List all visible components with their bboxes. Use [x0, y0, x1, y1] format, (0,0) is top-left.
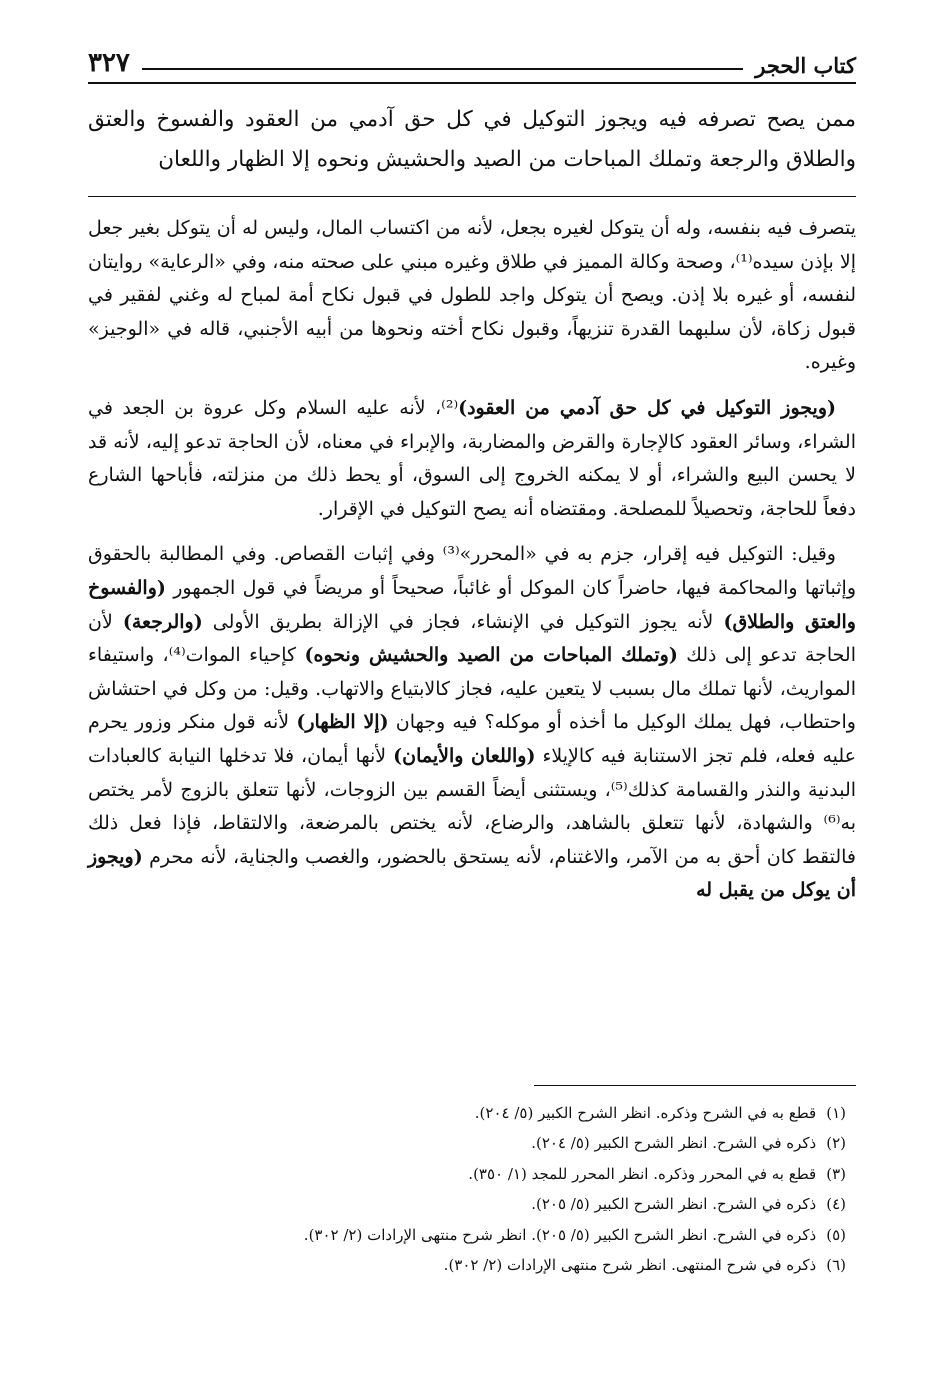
footnote-divider — [534, 1085, 856, 1086]
footnote-3 — [88, 1159, 846, 1189]
header-leader-line — [142, 68, 743, 70]
bold-quote: (واللعان والأيمان) — [393, 744, 536, 767]
text-run: لأنه قول منكر وزور يحرم عليه فعله، فلم تجز الاستنابة فيه كالإيلاء — [88, 711, 856, 767]
paragraph-3 — [88, 538, 856, 908]
bold-quote: (والرجعة) — [122, 610, 203, 633]
bold-quote: (إلا الظهار) — [296, 711, 389, 734]
footnote-text: ذكره في الشرح. انظر الشرح الكبير (٥/ ٢٠٥). انظر شرح منتهى الإرادات (٢/ ٣٠٢). — [303, 1225, 817, 1244]
text-run: لأنه يجوز التوكيل في الإنشاء، فجاز في الإزالة بطريق الأولى — [212, 610, 714, 633]
footnote-number: (٢) — [826, 1134, 846, 1153]
footnote-2 — [88, 1128, 846, 1158]
footnote-4 — [88, 1189, 846, 1219]
footnote-1 — [88, 1098, 846, 1128]
bold-quote: (وتملك المباحات من الصيد والحشيش ونحوه) — [304, 644, 678, 667]
chapter-title: كتاب الحجر — [755, 53, 856, 78]
footnote-number: (٥) — [826, 1225, 846, 1244]
paragraph-2 — [88, 392, 856, 526]
matn-text: ممن يصح تصرفه فيه ويجوز التوكيل في كل حق آدمي من العقود والفسوخ والعتق والطلاق والرجعة وتملك المباحات من الصيد والحشيش ونحوه إلا الظهار واللعان — [88, 107, 856, 172]
footnote-number: (٣) — [826, 1164, 846, 1183]
footnote-number: (٤) — [826, 1195, 846, 1214]
text-run: كإحياء الموات⁽⁴⁾، واستيفاء المواريث، لأنها تملك مال بسبب لا يتعين عليه، فجاز كالابتياع والاتهاب. وقيل: من وكل في احتشاش واحتطاب، فهل يملك الوكيل ما أخذه أو موكله؟ فيه وجهان — [88, 644, 856, 734]
footnotes — [88, 1098, 846, 1280]
footnote-text: ذكره في الشرح. انظر الشرح الكبير (٥/ ٢٠٥). — [531, 1195, 817, 1214]
footnote-6 — [88, 1250, 846, 1280]
bold-quote: (ويجوز التوكيل في كل حق آدمي من العقود) — [458, 396, 836, 419]
paragraph-1: يتصرف فيه بنفسه، وله أن يتوكل لغيره بجعل، لأنه من اكتساب المال، وليس له أن يتوكل بغير جعل إلا بإذن سيده⁽¹⁾، وصحة وكالة المميز في طلاق وغيره مبني على صحته منه، وفي «الرعاية» روايتان لنفسه، أو غيره بلا إذن. ويصح أن يتوكل واجد للطول في قبول نكاح أمة لمباح له وغني لفقير في قبول زكاة، لأن سلبهما القدرة تنزيهاً، وقبول نكاح أخته ونحوها من أبيه الأجنبي، قاله في «الوجيز» وغيره. — [88, 217, 857, 374]
header-rule — [88, 82, 856, 84]
text-run: وقيل: التوكيل فيه إقرار، جزم به في «المحرر»⁽³⁾ وفي إثبات القصاص. وفي المطالبة بالحقوق وإثباتها والمحاكمة فيها، حاضراً كان الموكل أو غائباً، صحيحاً أو مريضاً في قول الجمهور — [88, 543, 856, 599]
text-run: لأنها أيمان، فلا تدخلها النيابة كالعبادات البدنية والنذر والقسامة كذلك⁽⁵⁾، ويستثنى أيضاً القسم بين الزوجات، لأنها تتعلق بالزوج لأمر يختص به⁽⁶⁾ والشهادة، لأنها تتعلق بالشاهد، والرضاع، لأنه يختص بالمرضعة، والالتقاط، فإذا فعل ذلك فالتقط كان أحق به من الآمر، والاغتنام، لأنه يستحق بالحضور، والغصب والجناية، لأنه محرم — [88, 744, 857, 868]
footnote-text: قطع به في المحرر وذكره. انظر المحرر للمجد (١/ ٣٥٠). — [468, 1164, 817, 1183]
footnote-5 — [88, 1220, 846, 1250]
bold-quote: (والفسوخ والعتق والطلاق) — [88, 576, 856, 633]
footnote-text: قطع به في الشرح وذكره. انظر الشرح الكبير (٥/ ٢٠٤). — [474, 1104, 817, 1122]
text-run: لأن الحاجة تدعو إلى ذلك — [88, 610, 856, 667]
bold-quote: (ويجوز أن يوكل من يقبل له — [88, 845, 856, 902]
page-number: ٣٢٧ — [88, 48, 130, 78]
footnote-number: (١) — [826, 1104, 846, 1122]
matn-divider — [88, 196, 856, 197]
footnote-text: ذكره في شرح المنتهى. انظر شرح منتهى الإرادات (٢/ ٣٠٢). — [443, 1256, 817, 1275]
commentary-body — [88, 212, 856, 920]
footnote-number: (٦) — [826, 1256, 846, 1275]
running-header — [88, 42, 856, 78]
footnote-text: ذكره في الشرح. انظر الشرح الكبير (٥/ ٢٠٤). — [531, 1134, 817, 1153]
text-run: ⁽²⁾، لأنه عليه السلام وكل عروة بن الجعد في الشراء، وسائر العقود كالإجارة والقرض والمضاربة، والإبراء في معناه، لأن الحاجة تدعو إليه، لأنه قد لا يحسن البيع والشراء، أو لا يمكنه الخروج إلى السوق، أو يحط ذلك من منزلته، فأباحها الشارع دفعاً للحاجة، وتحصيلاً للمصلحة. ومقتضاه أنه يصح التوكيل في الإقرار. — [88, 396, 856, 520]
